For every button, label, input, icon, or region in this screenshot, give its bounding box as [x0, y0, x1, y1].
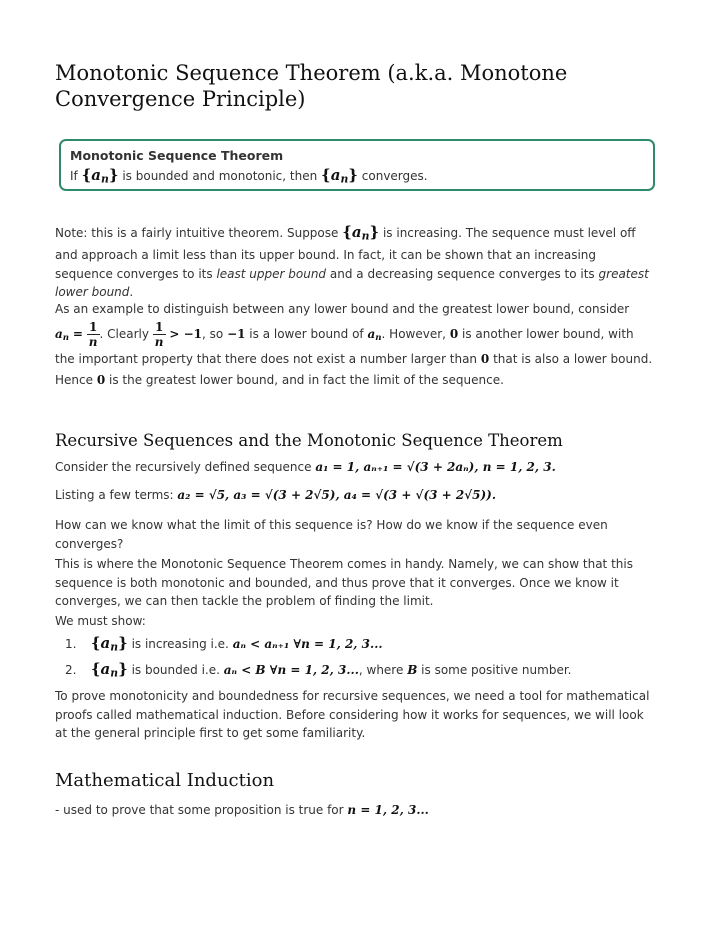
seq-an-math: $\{a_n\}$	[90, 634, 128, 654]
theorem-box	[59, 139, 655, 191]
note-text: is increasing. The sequence must level off and approach a limit less than its upper bound. In fact, it can be shown that an increasing sequence converges to its	[55, 226, 636, 281]
note-text: and a decreasing sequence converges to its	[329, 266, 595, 281]
an-math: $a_n$	[367, 327, 382, 344]
seq-an-math: $\{a_n\}$	[90, 660, 128, 680]
fraction-1-over-n: $\frac{1}{n}$	[154, 320, 164, 349]
note-text: Note: this is a fairly intuitive theorem. Suppose	[55, 226, 339, 240]
increasing-math: aₙ < aₙ₊₁ ∀n = 1, 2, 3...	[232, 637, 383, 651]
question-paragraph: How can we know what the limit of this sequence is? How do we know if the sequence even converges?	[55, 518, 608, 551]
bounded-math: aₙ < B ∀n = 1, 2, 3...	[223, 663, 359, 677]
theorem-if: If	[70, 169, 78, 183]
list-item: 2. $\{a_n\}$ is bounded i.e. aₙ < B ∀n = 1, 2, 3..., where B is some positive number.	[65, 660, 572, 680]
an-math: $a_n$	[55, 327, 70, 344]
example-paragraph	[55, 299, 655, 391]
example-text: is another lower bound, with the important property that there does not exist a number larger than	[55, 327, 634, 367]
recursive-text: Consider the recursively defined sequence	[55, 460, 312, 474]
section-heading-induction: Mathematical Induction	[55, 770, 275, 791]
inequality-math: > −1	[169, 327, 202, 341]
note-paragraph	[55, 223, 655, 302]
requirements-list	[65, 630, 655, 682]
note-text: .	[129, 285, 134, 300]
zero-math: 0	[480, 352, 490, 367]
note-emphasis: greatest lower bound	[55, 266, 649, 300]
section-heading-recursive: Recursive Sequences and the Monotonic Sequence Theorem	[55, 431, 563, 450]
seq-an-math: $\{a_n\}$	[81, 166, 119, 186]
induction-definition	[55, 801, 655, 820]
example-text: is a lower bound of	[249, 327, 364, 341]
fraction-1-over-n: $\frac{1}{n}$	[88, 320, 98, 349]
equals-math: =	[72, 327, 83, 341]
nset-math: n = 1, 2, 3...	[347, 803, 429, 817]
terms-line	[55, 486, 655, 505]
theorem-mid: is bounded and monotonic, then	[122, 169, 318, 183]
induction-text: - used to prove that some proposition is true for	[55, 803, 344, 817]
induction-intro-paragraph: To prove monotonicity and boundedness for recursive sequences, we need a tool for mathematical proofs called mathematical induction. Before considering how it works for sequences, we will look at the general principle first to get some familiarity.	[55, 689, 650, 740]
note-emphasis: least upper bound	[216, 266, 327, 281]
zero-math: 0	[96, 373, 106, 388]
example-text: . However,	[381, 327, 446, 341]
example-text: that is also a lower bound. Hence	[55, 352, 653, 388]
terms-text: Listing a few terms:	[55, 488, 174, 502]
recursive-definition	[55, 458, 655, 477]
example-text: , so	[202, 327, 224, 341]
seq-an-math: $\{a_n\}$	[321, 166, 358, 186]
recursive-math: a₁ = 1, aₙ₊₁ = √(3 + 2aₙ), n = 1, 2, 3.	[315, 460, 556, 474]
zero-math: 0	[449, 327, 459, 341]
theorem-end: converges.	[361, 169, 428, 183]
example-text: is the greatest lower bound, and in fact the limit of the sequence.	[109, 373, 504, 388]
seq-an-math: $\{a_n\}$	[342, 223, 380, 243]
bound-B-math: B	[407, 663, 418, 677]
theorem-use-paragraph: This is where the Monotonic Sequence Theorem comes in handy. Namely, we can show that this sequence is both monotonic and bounded, and thus prove that it converges. Once we know it converges, we can then tackle the problem of finding the limit.	[55, 557, 633, 608]
example-text: As an example to distinguish between any lower bound and the greatest lower bound, consider	[55, 302, 630, 316]
theorem-statement	[70, 165, 644, 190]
list-item: 1. $\{a_n\}$ is increasing i.e. aₙ < aₙ₊₁ ∀n = 1, 2, 3...	[65, 634, 383, 654]
neg-one-math: −1	[227, 327, 246, 341]
page-title: Monotonic Sequence Theorem (a.k.a. Monotone Convergence Principle)	[55, 61, 568, 111]
terms-math: a₂ = √5, a₃ = √(3 + 2√5), a₄ = √(3 + √(3 + 2√5)).	[177, 488, 497, 502]
example-text: . Clearly	[99, 327, 149, 341]
must-show-label: We must show:	[55, 614, 146, 628]
theorem-heading: Monotonic Sequence Theorem	[70, 148, 284, 163]
